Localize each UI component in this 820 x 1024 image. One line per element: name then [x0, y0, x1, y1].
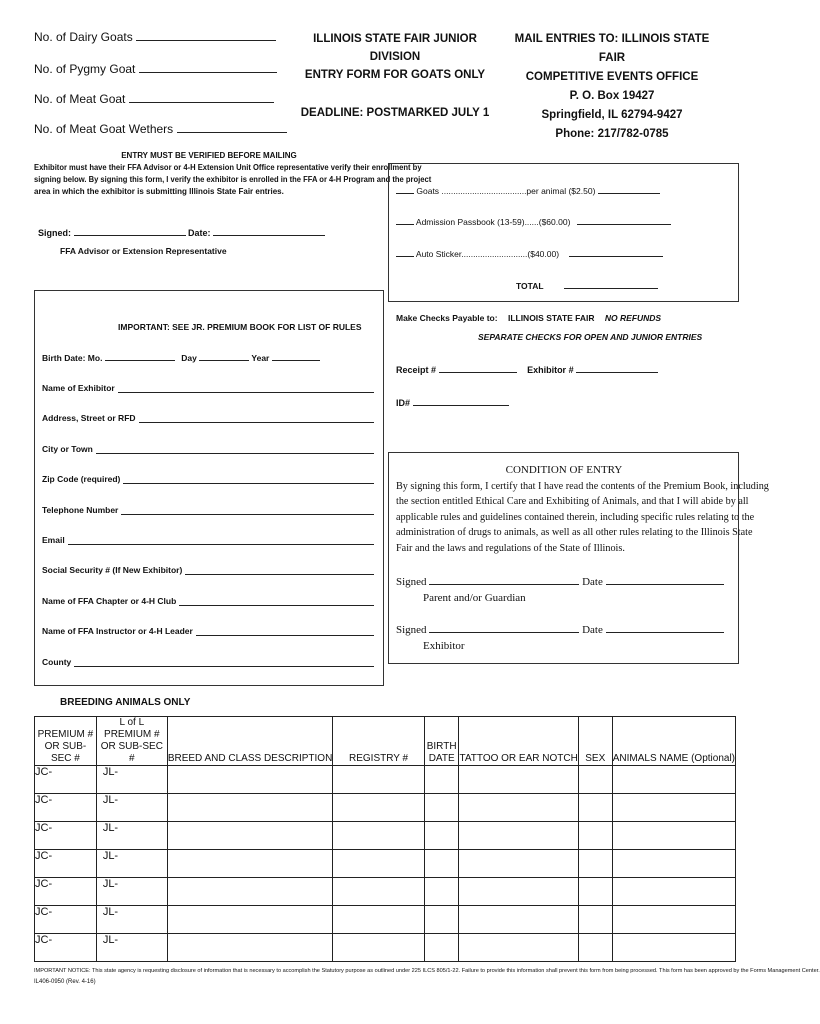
verify-heading: ENTRY MUST BE VERIFIED BEFORE MAILING [121, 151, 297, 160]
birth-date-row [42, 353, 320, 363]
field-row [42, 565, 374, 595]
meat-goat-row [34, 92, 274, 106]
advisor-signed-label: Signed: [38, 228, 71, 238]
field-label: Telephone Number [42, 504, 119, 515]
exhibitor-signature-field[interactable] [429, 632, 579, 633]
fee-passbook-amount[interactable] [577, 224, 671, 225]
registry-cell[interactable] [333, 794, 425, 822]
birth-cell[interactable] [424, 878, 459, 906]
meat-goat-label: No. of Meat Goat [34, 92, 126, 106]
fee-goats-count[interactable] [396, 193, 414, 194]
field-row [42, 505, 374, 535]
breed-cell[interactable] [167, 794, 332, 822]
breed-cell[interactable] [167, 878, 332, 906]
tattoo-cell[interactable] [459, 794, 578, 822]
breeding-table [34, 716, 736, 962]
exhibitor-label: Exhibitor [423, 640, 465, 652]
exhibitor-date-field[interactable] [606, 632, 724, 633]
birth-year-label: Year [251, 353, 270, 363]
breed-cell[interactable] [167, 822, 332, 850]
col-sex: SEX [578, 717, 612, 766]
telephone-field[interactable] [121, 505, 374, 515]
fee-passbook-count[interactable] [396, 224, 414, 225]
condition-line-4: administration of drugs to animals, as well as all other rules relating to the Illinois State [396, 527, 753, 539]
table-row[interactable] [35, 850, 736, 878]
separate-checks: SEPARATE CHECKS FOR OPEN AND JUNIOR ENTRIES [478, 332, 703, 342]
fee-sticker-label: Auto Sticker............................($40.00) [415, 249, 560, 259]
exhibitor-number-field[interactable] [576, 372, 658, 373]
col-registry: REGISTRY # [333, 717, 425, 766]
exhibitor-fields [42, 383, 374, 687]
breed-cell[interactable] [167, 766, 332, 794]
fee-sticker-count[interactable] [396, 256, 414, 257]
field-row [42, 383, 374, 413]
field-row [42, 413, 374, 443]
rules-notice: IMPORTANT: SEE JR. PREMIUM BOOK FOR LIST OF RULES [118, 322, 362, 332]
birth-day-field[interactable] [199, 360, 249, 361]
premium-cell[interactable]: JC- [35, 850, 97, 878]
premium-cell[interactable]: JC- [35, 794, 97, 822]
registry-cell[interactable] [333, 850, 425, 878]
col-birth-line-1: BIRTH [426, 741, 457, 752]
sex-cell[interactable] [578, 794, 612, 822]
fee-total-label: TOTAL [516, 281, 544, 291]
col-lofl-line-2: OR SUB-SEC # [100, 741, 163, 764]
col-lofl-line-1: L of L PREMIUM # [104, 717, 160, 740]
advisor-date-label: Date: [188, 228, 211, 238]
col-tattoo: TATTOO OR EAR NOTCH [459, 717, 578, 766]
field-row [42, 657, 374, 687]
lofl-cell[interactable]: JL- [96, 766, 167, 794]
address-field[interactable] [139, 413, 374, 423]
field-label: Social Security # (If New Exhibitor) [42, 565, 183, 576]
tattoo-cell[interactable] [459, 822, 578, 850]
col-birth-date [424, 717, 459, 766]
registry-cell[interactable] [333, 822, 425, 850]
meat-goat-wethers-label: No. of Meat Goat Wethers [34, 122, 174, 136]
no-refunds: NO REFUNDS [604, 313, 662, 323]
birth-cell[interactable] [424, 766, 459, 794]
parent-date-label: Date [582, 576, 603, 588]
title-line-1: ILLINOIS STATE FAIR JUNIOR DIVISION [313, 33, 477, 63]
field-row [42, 596, 374, 626]
tattoo-cell[interactable] [459, 878, 578, 906]
fee-sticker-amount[interactable] [569, 256, 663, 257]
ssn-field[interactable] [185, 565, 374, 575]
email-field[interactable] [68, 535, 374, 545]
verify-text-3: area in which the exhibitor is submitting Illinois State Fair entries. [34, 187, 284, 196]
name-cell[interactable] [612, 934, 735, 962]
advisor-signature-field[interactable] [74, 235, 186, 236]
condition-text [396, 463, 769, 557]
exhibitor-number-label: Exhibitor # [527, 365, 574, 375]
birth-cell[interactable] [424, 934, 459, 962]
condition-line-3: applicable rules and guidelines contained therein, including specific rules relating to the [396, 511, 755, 523]
tattoo-cell[interactable] [459, 766, 578, 794]
fee-goats-row [396, 186, 660, 196]
field-label: City or Town [42, 443, 93, 454]
dairy-goats-row [34, 30, 276, 44]
lofl-cell[interactable]: JL- [96, 794, 167, 822]
breeding-title: BREEDING ANIMALS ONLY [60, 697, 191, 708]
tattoo-cell[interactable] [459, 906, 578, 934]
mail-address [508, 30, 716, 144]
advisor-rep-label: FFA Advisor or Extension Representative [60, 246, 227, 256]
lofl-cell[interactable]: JL- [96, 878, 167, 906]
lofl-cell[interactable]: JL- [96, 822, 167, 850]
condition-line-5: Fair and the laws and regulations of the State of Illinois. [396, 542, 625, 554]
birth-year-field[interactable] [272, 360, 320, 361]
checks-label: Make Checks Payable to: [396, 313, 498, 323]
id-field[interactable] [413, 405, 509, 406]
breed-cell[interactable] [167, 850, 332, 878]
lofl-cell[interactable]: JL- [96, 906, 167, 934]
name-cell[interactable] [612, 822, 735, 850]
footer-notice: IMPORTANT NOTICE: This state agency is requesting disclosure of information that is necessary to accomplish the Statutory purpose as outlined under 225 ILCS 805/1-22. Failure to provide this information shall prevent this form from being processed. This form has been approved by the Forms Management Center. [34, 968, 820, 974]
fee-passbook-label: Admission Passbook (13-59)......($60.00) [415, 217, 571, 227]
sex-cell[interactable] [578, 934, 612, 962]
exhibitor-date-label: Date [582, 624, 603, 636]
fee-goats-label: Goats ....................................per animal ($2.50) [416, 186, 596, 196]
name-cell[interactable] [612, 766, 735, 794]
sex-cell[interactable] [578, 878, 612, 906]
fee-goats-amount[interactable] [598, 193, 660, 194]
field-label: Name of Exhibitor [42, 383, 115, 393]
col-premium-line-2: OR SUB-SEC # [44, 741, 87, 764]
col-lofl [96, 717, 167, 766]
exhibitor-signed-label: Signed [396, 624, 427, 636]
zip-field[interactable] [123, 474, 374, 484]
verify-text-2: signing below. By signing this form, I verify the exhibitor is enrolled in the FFA or 4-H Program and the project [34, 175, 432, 184]
birth-month-label: Birth Date: Mo. [42, 353, 103, 363]
table-row[interactable] [35, 934, 736, 962]
sex-cell[interactable] [578, 850, 612, 878]
breed-cell[interactable] [167, 906, 332, 934]
tattoo-cell[interactable] [459, 934, 578, 962]
col-birth-line-2: DATE [428, 753, 455, 764]
advisor-signature-row [38, 228, 325, 238]
registry-cell[interactable] [333, 906, 425, 934]
fee-total-row [516, 281, 658, 291]
condition-line-1: By signing this form, I certify that I have read the contents of the Premium Book, including [396, 480, 769, 492]
sex-cell[interactable] [578, 822, 612, 850]
mail-line-2: COMPETITIVE EVENTS OFFICE [525, 71, 699, 83]
sex-cell[interactable] [578, 906, 612, 934]
tattoo-cell[interactable] [459, 850, 578, 878]
premium-cell[interactable]: JC- [35, 878, 97, 906]
breeding-header-row [35, 717, 736, 766]
parent-signature-field[interactable] [429, 584, 579, 585]
name-cell[interactable] [612, 794, 735, 822]
breed-cell[interactable] [167, 934, 332, 962]
col-premium-line-1: PREMIUM # [37, 729, 94, 740]
verify-text-1: Exhibitor must have their FFA Advisor or 4-H Extension Unit Office representative verify their enrollment by [34, 163, 422, 172]
fee-sticker-row [396, 249, 663, 259]
id-label: ID# [396, 398, 411, 408]
receipt-field[interactable] [439, 372, 517, 373]
deadline: DEADLINE: POSTMARKED JULY 1 [300, 107, 490, 119]
parent-date-field[interactable] [606, 584, 724, 585]
meat-goat-field[interactable] [129, 102, 274, 103]
title-line-2: ENTRY FORM FOR GOATS ONLY [304, 69, 486, 81]
mail-line-1: MAIL ENTRIES TO: ILLINOIS STATE FAIR [514, 33, 710, 64]
table-row[interactable] [35, 878, 736, 906]
premium-cell[interactable]: JC- [35, 766, 97, 794]
receipt-label: Receipt # [396, 365, 437, 375]
mail-line-3: P. O. Box 19427 [569, 90, 655, 102]
exhibitor-name-field[interactable] [118, 383, 374, 393]
club-field[interactable] [179, 596, 374, 606]
verification-section [34, 150, 432, 198]
name-cell[interactable] [612, 878, 735, 906]
name-cell[interactable] [612, 906, 735, 934]
field-label: Name of FFA Chapter or 4-H Club [42, 595, 177, 606]
fee-passbook-row [396, 217, 671, 227]
field-row [42, 444, 374, 474]
meat-goat-wethers-row [34, 122, 287, 136]
checks-payable [396, 313, 661, 323]
col-animal-name: ANIMALS NAME (Optional) [612, 717, 735, 766]
lofl-cell[interactable]: JL- [96, 850, 167, 878]
parent-label: Parent and/or Guardian [423, 592, 526, 604]
premium-cell[interactable]: JC- [35, 934, 97, 962]
mail-line-4: Springfield, IL 62794-9427 [541, 109, 683, 121]
field-row [42, 535, 374, 565]
birth-cell[interactable] [424, 794, 459, 822]
form-code: IL406-0950 (Rev. 4-16) [34, 979, 96, 985]
county-field[interactable] [74, 657, 374, 667]
dairy-goats-label: No. of Dairy Goats [34, 30, 133, 44]
parent-signature-row [396, 576, 724, 588]
premium-cell[interactable]: JC- [35, 822, 97, 850]
exhibitor-signature-row [396, 624, 724, 636]
birth-cell[interactable] [424, 906, 459, 934]
field-row [42, 474, 374, 504]
registry-cell[interactable] [333, 934, 425, 962]
pygmy-goat-row [34, 62, 277, 76]
birth-month-field[interactable] [105, 360, 175, 361]
meat-goat-wethers-field[interactable] [177, 132, 287, 133]
col-premium [35, 717, 97, 766]
table-row[interactable] [35, 822, 736, 850]
advisor-date-field[interactable] [213, 235, 325, 236]
fee-total-field[interactable] [564, 288, 658, 289]
col-breed: BREED AND CLASS DESCRIPTION [167, 717, 332, 766]
field-label: County [42, 656, 72, 667]
field-label: Email [42, 534, 65, 545]
lofl-cell[interactable]: JL- [96, 934, 167, 962]
birth-cell[interactable] [424, 850, 459, 878]
birth-day-label: Day [181, 353, 197, 363]
table-row[interactable] [35, 794, 736, 822]
receipt-row [396, 365, 658, 375]
sex-cell[interactable] [578, 766, 612, 794]
premium-cell[interactable]: JC- [35, 906, 97, 934]
pygmy-goat-label: No. of Pygmy Goat [34, 62, 136, 76]
condition-line-2: the section entitled Ethical Care and Exhibiting of Animals, and that I will abide by all [396, 496, 749, 508]
birth-cell[interactable] [424, 822, 459, 850]
field-label: Zip Code (required) [42, 474, 121, 485]
table-row[interactable] [35, 766, 736, 794]
field-row [42, 626, 374, 656]
form-title [300, 30, 490, 122]
leader-field[interactable] [196, 626, 374, 636]
id-row [396, 398, 509, 408]
checks-payee: ILLINOIS STATE FAIR [507, 313, 595, 323]
table-row[interactable] [35, 906, 736, 934]
registry-cell[interactable] [333, 878, 425, 906]
registry-cell[interactable] [333, 766, 425, 794]
dairy-goats-field[interactable] [136, 40, 276, 41]
name-cell[interactable] [612, 850, 735, 878]
field-label: Address, Street or RFD [42, 413, 136, 424]
city-field[interactable] [96, 444, 374, 454]
mail-line-5: Phone: 217/782-0785 [555, 128, 669, 140]
pygmy-goat-field[interactable] [139, 72, 277, 73]
parent-signed-label: Signed [396, 576, 427, 588]
condition-heading: CONDITION OF ENTRY [505, 464, 623, 476]
field-label: Name of FFA Instructor or 4-H Leader [42, 626, 193, 637]
